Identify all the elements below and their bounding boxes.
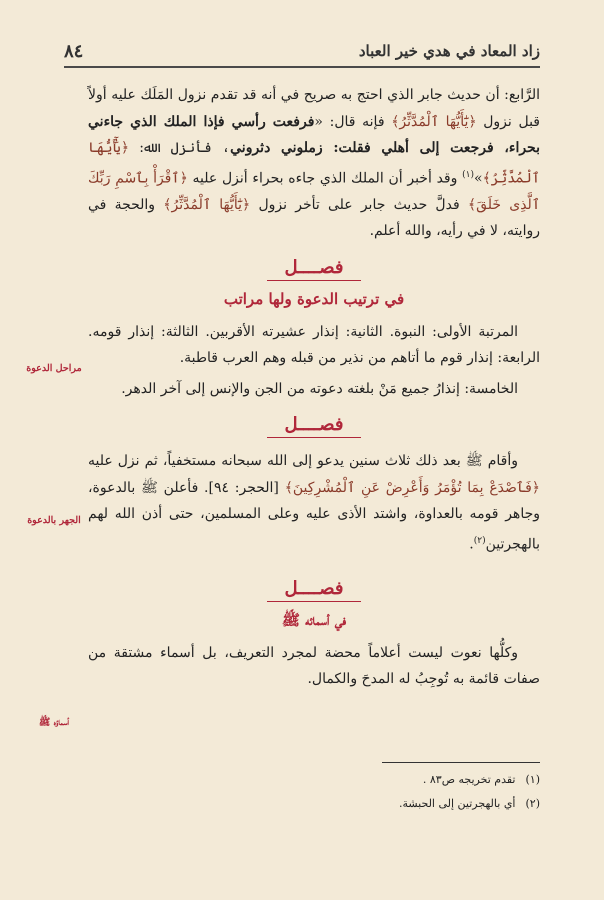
hadith-quote: فرفعت رأسي فإذا الملك الذي جاءني بحراء، فرجعت إلى أهلي فقلت: زملوني دثروني bbox=[88, 113, 540, 156]
section-heading-names: في أسمائه ﷺ bbox=[281, 610, 347, 629]
paragraph-names: وكلُّها نعوت ليست أعلاماً محضة لمجرد التعريف، بل أسماء مشتقة من صفات قائمة به تُوجِبُ له المدحَ والكمال. bbox=[88, 644, 540, 688]
section-divider: فصــــل bbox=[88, 255, 540, 281]
footnote-separator bbox=[382, 762, 540, 763]
paragraph-public-dawah: وأقام ﷺ بعد ذلك ثلاث سنين يدعو إلى الله سبحانه مستخفياً، ثم نزل عليه ﴿فَٱصْدَعْ بِمَا تُؤْمَرُ وَأَعْرِضْ عَنِ ٱلْمُشْرِكِينَ﴾ [الحجر: ٩٤]. فأعلن ﷺ بالدعوة، وجاهر قومه بالعداوة، واشتد الأذى عليه وعلى المسلمين، حتى أذن الله لهم بالهجرتين$^{(٢)}$. bbox=[88, 453, 541, 553]
footnote-number: (٢) bbox=[525, 797, 540, 810]
footnote-number: (١) bbox=[525, 773, 540, 786]
side-note-names: أسماؤه ﷺ bbox=[38, 717, 70, 728]
quran-verse: ﴿يَٰٓأَيُّهَا ٱلْمُدَّثِّرُ﴾ bbox=[391, 113, 477, 130]
section-divider: فصــــل bbox=[88, 412, 540, 438]
footnote-1 bbox=[88, 768, 540, 792]
paragraph-fifth-stage: الخامسة: إنذارُ جميع مَنْ بلغته دعوته من الجن والإنس إلى آخر الدهر. bbox=[121, 380, 518, 397]
page-body bbox=[88, 82, 540, 697]
paragraph-stages: المرتبة الأولى: النبوة. الثانية: إنذار عشيرته الأقربين. الثالثة: إنذار قومه. الرابعة: إنذار قوم ما أتاهم من نذير من قبله وهم العرب قاطبة. bbox=[88, 323, 540, 367]
paragraph-fourth: الرَّابع: أن حديث جابر الذي احتج به صريح في أنه قد تقدم نزول المَلَك عليه أولاً قبل نزول ﴿يَٰٓأَيُّهَا ٱلْمُدَّثِّرُ﴾ فإنه قال: «فرفعت رأسي فإذا الملك الذي جاءني بحراء، فرجعت إلى أهلي فقلت: زملوني دثروني، فأنزل الله: ﴿يَٰٓأَيُّهَا ٱلْمُدَّثِّرُ﴾»$^{(١)}$ وقد أخبر أن الملك الذي جاءه بحراء أنزل عليه ﴿ٱقْرَأْ بِٱسْمِ رَبِّكَ ٱلَّذِى خَلَقَ﴾ فدلَّ حديث جابر على تأخر نزول ﴿يَٰٓأَيُّهَا ٱلْمُدَّثِّرُ﴾ والحجة في روايته، لا في رأيه، والله أعلم. bbox=[88, 87, 541, 240]
book-title: زاد المعاد في هدي خير العباد bbox=[358, 42, 540, 60]
quran-verse: ﴿ٱقْرَأْ بِٱسْمِ رَبِّكَ ٱلَّذِى خَلَقَ﴾ bbox=[88, 170, 541, 213]
quran-verse: ﴿فَٱصْدَعْ بِمَا تُؤْمَرُ وَأَعْرِضْ عَنِ ٱلْمُشْرِكِينَ﴾ bbox=[284, 479, 541, 496]
footnote-text: أي بالهجرتين إلى الحبشة. bbox=[398, 797, 516, 810]
side-note-public-dawah: الجهر بالدعوة bbox=[27, 515, 81, 526]
page-number: ٨٤ bbox=[64, 40, 84, 62]
footnote-ref: (١) bbox=[462, 169, 474, 180]
footnote-text: تقدم تخريجه ص٨٣ . bbox=[422, 773, 516, 786]
footnote-2 bbox=[88, 792, 540, 816]
footnote-ref: (٢) bbox=[473, 535, 486, 546]
section-divider: فصــــل bbox=[88, 576, 540, 602]
footnotes bbox=[88, 768, 540, 816]
side-note-dawah-stages: مراحل الدعوة bbox=[26, 363, 82, 374]
quran-verse: ﴿يَٰٓأَيُّهَا ٱلْمُدَّثِّرُ﴾ bbox=[88, 140, 540, 187]
page-header bbox=[64, 36, 540, 68]
section-heading-dawah-stages: في ترتيب الدعوة ولها مراتب bbox=[223, 289, 405, 308]
quran-verse: ﴿يَٰٓأَيُّهَا ٱلْمُدَّثِّرُ﴾ bbox=[163, 196, 251, 213]
